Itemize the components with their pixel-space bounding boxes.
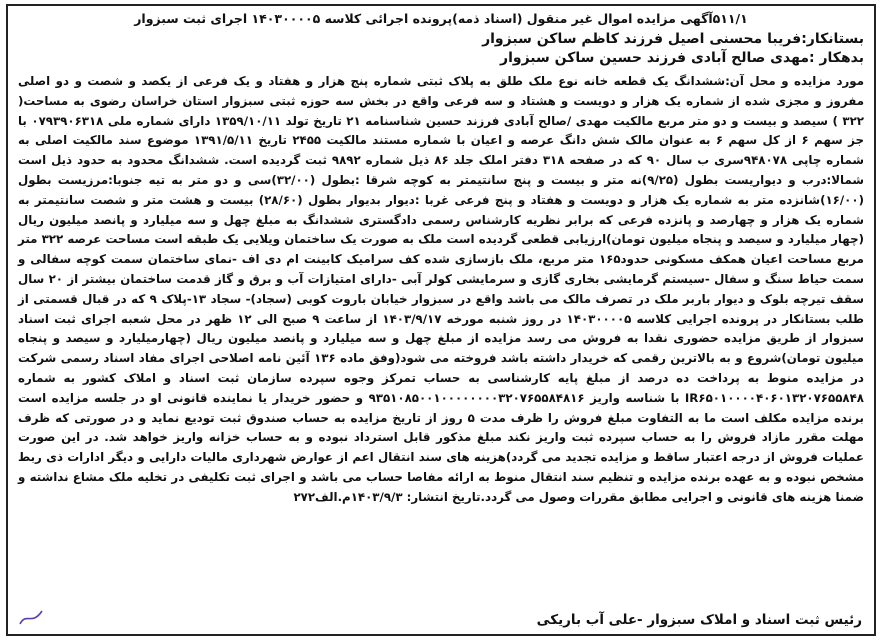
notice-page: [8, 6, 874, 634]
notice-header: ۵۱۱/۱آگهی مزایده اموال غیر منقول (اسناد ذمه)پرونده اجرائی کلاسه ۱۴۰۳۰۰۰۰۵ اجرای ثبت سبزوار: [134, 11, 748, 26]
notice-frame: [6, 4, 876, 636]
signature-line: رئیس ثبت اسناد و املاک سبزوار -علی آب باریکی: [536, 612, 862, 628]
creditor-line: بستانکار:فریبا محسنی اصیل فرزند کاظم ساکن سبزوار: [482, 31, 864, 47]
debtor-line: بدهکار :مهدی صالح آبادی فرزند حسین ساکن سبزوار: [500, 50, 864, 66]
signature-scribble-icon: [18, 608, 44, 628]
notice-body: مورد مزایده و محل آن:ششدانگ یک قطعه خانه نوع ملک طلق به پلاک ثبتی شماره پنج هزار و هفتاد و یک فرعی از یکصد و شصت و دو اصلی مفروز و مجزی شده از شماره یک هزار و دویست و هشتاد و سه فرعی واقع در بخش سه حوزه ثبتی سبزوار استان خراسان رضوی به مساحت( ۳۲۲ ) سیصد و بیست و دو متر مربع مالکیت مهدی /صالح آبادی فرزند حسین شناسنامه ۲۱ تاریخ تولد ۱۳۵۹/۱۰/۱۱ دارای شماره ملی ۰۷۹۳۹۰۶۳۱۸ با جز سهم ۶ از کل سهم ۶ به عنوان مالک شش دانگ عرصه و اعیان با شماره مستند مالکیت ۲۴۵۵ تاریخ ۱۳۹۱/۵/۱۱ موضوع سند مالکیت اصلی به شماره چاپی ۹۴۸۰۷۸سری ب سال ۹۰ که در صفحه ۳۱۸ دفتر املک جلد ۸۶ ذیل شماره ۹۸۹۲ ثبت گردیده است. ششدانگ محدود به حدود ذیل است شمالا:درب و دیواریست بطول (۹/۲۵)نه متر و بیست و پنج سانتیمتر به کوچه شرقا :بطول (۳۲/۰۰)سی و دو متر به تیه جنوبا:مرزیست بطول (۱۶/۰۰)شانزده متر به شماره یک هزار و دویست و هفتاد و پنج فرعی غربا :دیوار بدیوار بطول (۲۸/۶۰) بیست و هشت متر و شصت سانتیمتر به شماره یک هزار و چهارصد و پانزده فرعی که برابر نظریه کارشناس رسمی دادگستری ششدانگ به مبلغ چهل و سه میلیارد و پانصد میلیون ریال (چهار میلیارد و سیصد و پنجاه میلیون تومان)ارزیابی قطعی گردیده است ملک به صورت یک ساختمان ویلایی یک طبقه است مساحت عرصه ۳۲۲ متر مربع مساحت اعیان همکف مسکونی حدود۱۶۵ متر مربع، ملک بازسازی شده کف سرامیک کابینت ام دی اف -نمای ساختمان سمت کوچه سفالی و سمت حیاط سنگ و سفال -سیستم گرمایشی بخاری گازی و سرمایشی کولر آبی -دارای امتیازات آب و برق و گاز قدمت ساختمان بیشتر از ۲۰ سال سقف تیرچه بلوک و دیوار باربر ملک در تصرف مالک می باشد واقع در سبزوار خیابان باروت کوبی (سجاد)- سجاد ۱۳-پلاک ۹ که در قبال قسمتی از طلب بستانکار در پرونده اجرایی کلاسه ۱۴۰۳۰۰۰۰۵ در روز شنبه مورخه ۱۴۰۳/۹/۱۷ از ساعت ۹ صبح الی ۱۲ ظهر در محل شعبه اجرای ثبت اسناد سبزوار از طریق مزایده حضوری نقدا به فروش می رسد مزایده از مبلغ چهل و سه میلیارد و پانصد میلیون ریال (چهارمیلیارد و سیصد و پنجاه میلیون تومان)شروع و به بالاترین رقمی که خریدار داشته باشد فروخته می شود(وفق ماده ۱۳۶ آئین نامه اصلاحی اجرای مفاد اسناد رسمی شرکت در مزایده منوط به پرداخت ده درصد از مبلغ پایه کارشناسی به حساب تمرکز وجوه سپرده سازمان ثبت اسناد و املاک کشور به شماره IR۶۵۰۱۰۰۰۰۴۰۶۰۱۳۲۰۷۶۵۵۸۴۸ با شناسه واریز ۹۳۵۱۰۸۵۰۰۱۰۰۰۰۰۰۰۰۳۲۰۷۶۵۵۸۴۸۱۶ و حضور خریدار یا نماینده قانونی او در جلسه مزایده است برنده مزایده مکلف است ما به التفاوت مبلغ فروش را ظرف مدت ۵ روز از تاریخ مزایده به حساب صندوق ثبت تودیع نماید و در صورتی که ظرف مهلت مقرر مازاد فروش را به حساب سپرده ثبت واریز نکند مبلغ مذکور قابل استرداد نبوده و به حساب خزانه واریز خواهد شد. در این صورت عملیات فروش از درجه اعتبار ساقط و مزایده تجدید می گردد)هزینه های سند انتقال اعم از عوارض شهرداری مالیات دارایی و دیگر ادارات ذی ربط مشخص نبوده و به عهده برنده مزایده و تنظیم سند انتقال منوط به ارائه مفاصا حساب می باشد و اجرای ثبت تکلیفی در تخلیه ملک مشاع نداشته و ضمنا هزینه های قانونی و اجرایی مطابق مقررات وصول می گردد.تاریخ انتشار: ۱۴۰۳/۹/۳م.الف۲۷۲: [18, 74, 865, 504]
